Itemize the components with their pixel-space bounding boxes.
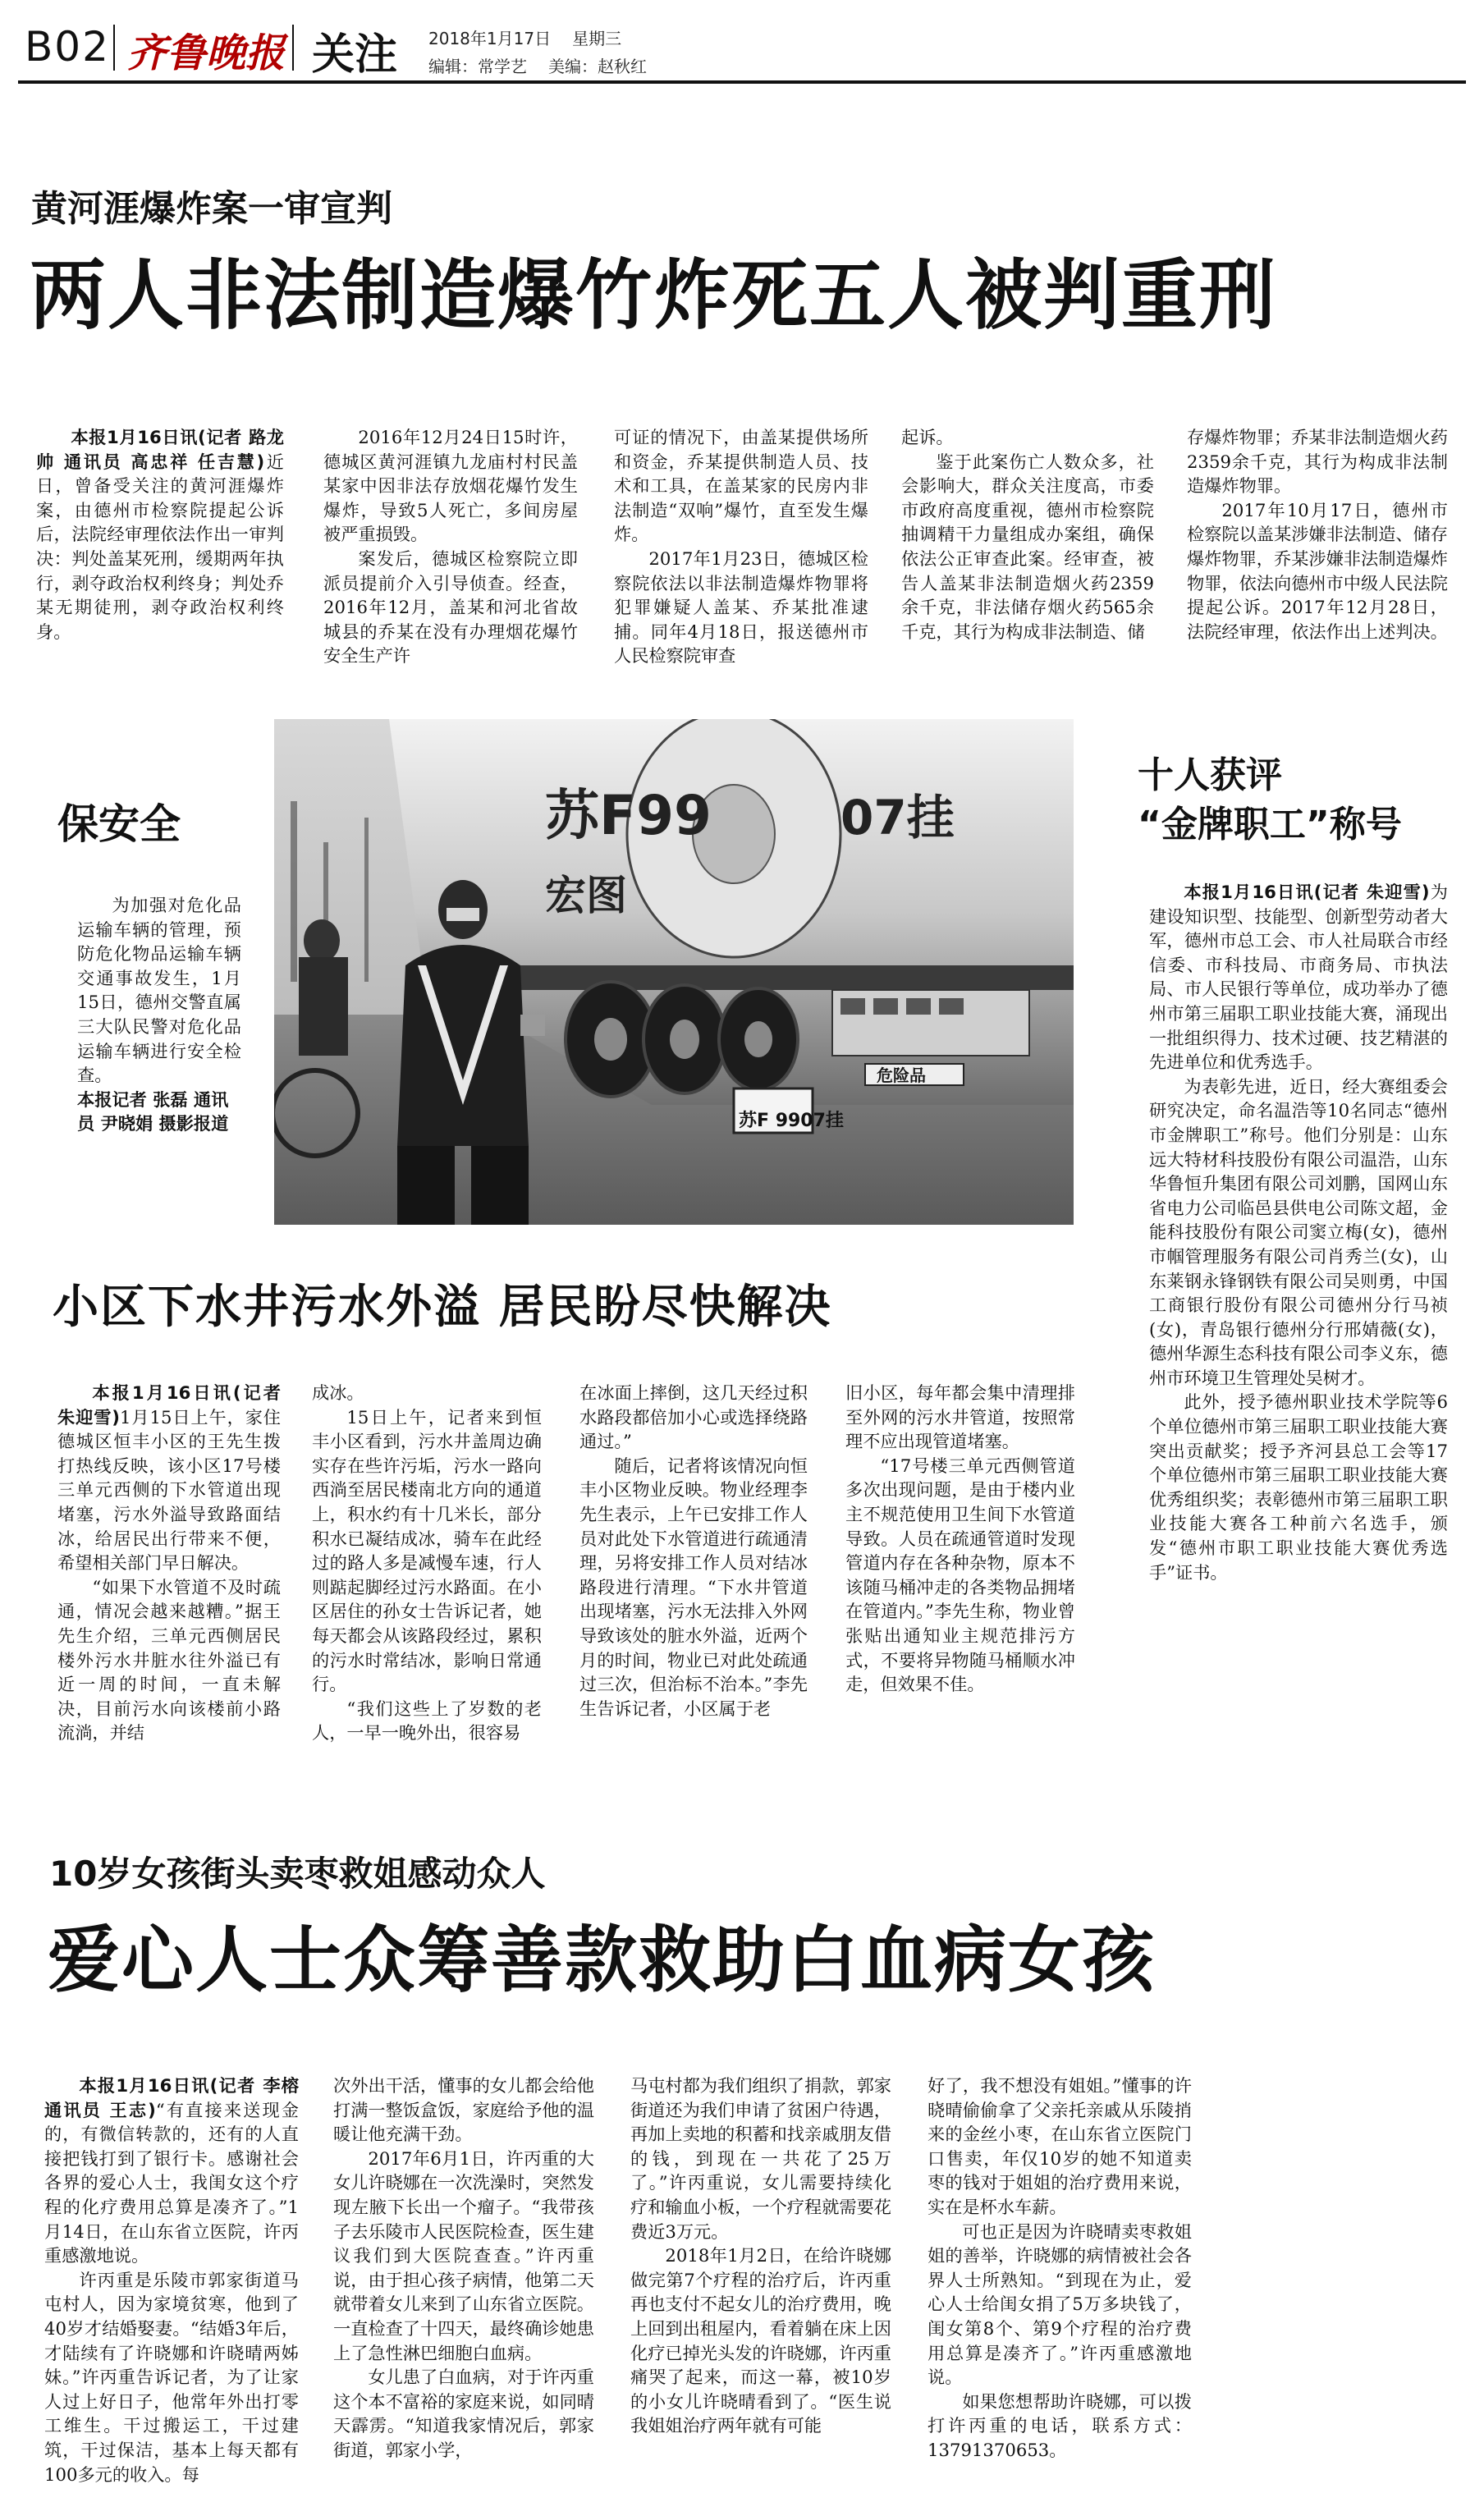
story3-paragraph: 可也正是因为许晓晴卖枣救姐姐的善举，许晓娜的病情被社会各界人士所熟知。“到现在为止，爱心人士给闺女捐了5万多块钱了，闺女第8个、第9个疗程的治疗费用总算是凑齐了。”许丙重感激地说。 bbox=[928, 2220, 1192, 2388]
story2-column-1 bbox=[57, 1381, 281, 1745]
header-meta bbox=[428, 25, 668, 80]
story1-paragraph: 2017年1月23日，德城区检察院依法以非法制造爆炸物罪将犯罪嫌疑人盖某、乔某批准逮捕。同年4月18日，报送德州市人民检察院审查 bbox=[614, 548, 868, 667]
story3-paragraph: 如果您想帮助许晓娜，可以拨打许丙重的电话，联系方式：13791370653。 bbox=[928, 2390, 1192, 2460]
story2-paragraph: 随后，记者将该情况向恒丰小区物业反映。物业经理李先生表示，上午已安排工作人员对此处下水管道进行疏通清理，另将安排工作人员对结冰路段进行清理。“下水井管道出现堵塞，污水无法排入外网导致该处的脏水外溢，近两个月的时间，物业已对此处疏通过三次，但治标不治本。”李先生告诉记者，小区属于老 bbox=[579, 1455, 808, 1719]
news-photo bbox=[274, 719, 1074, 1225]
designer-credit: 美编：赵秋红 bbox=[548, 57, 647, 76]
story3-paragraph: 许丙重是乐陵市郭家街道马屯村人，因为家境贫寒，他到了40岁才结婚娶妻。“结婚3年后，才陆续有了许晓娜和许晓晴两姊妹。”许丙重告诉记者，为了让家人过上好日子，他常年外出打零工维生。干过搬运工，干过建筑，干过保洁，基本上每天都有100多元的收入。每 bbox=[44, 2269, 299, 2485]
story3-paragraph: 2018年1月2日，在给许晓娜做完第7个疗程的治疗后，许丙重再也支付不起女儿的治疗费用，晚上回到出租屋内，看着躺在床上因化疗已掉光头发的许晓娜，许丙重痛哭了起来，而这一幕，被10岁的小女儿许晓晴看到了。“医生说我姐姐治疗两年就有可能 bbox=[630, 2245, 891, 2436]
story2-paragraph: 旧小区，每年都会集中清理排至外网的污水井管道，按照常理不应出现管道堵塞。 bbox=[845, 1382, 1075, 1452]
story2-column-3 bbox=[579, 1381, 808, 1721]
page-number: B02 bbox=[25, 23, 110, 71]
tank-brand: 宏图 bbox=[545, 871, 627, 919]
editor-credit: 编辑：常学艺 bbox=[428, 57, 527, 76]
newspaper-logo: 齐鲁晚报 bbox=[127, 30, 286, 76]
story3-paragraph: 女儿患了白血病，对于许丙重这个本不富裕的家庭来说，如同晴天霹雳。“知道我家情况后，郭家街道，郭家小学， bbox=[333, 2367, 594, 2460]
story3-kicker: 10岁女孩街头卖枣救姐感动众人 bbox=[49, 1854, 546, 1894]
story1-paragraph: 2017年10月17日，德州市检察院以盖某涉嫌非法制造、储存爆炸物罪，乔某涉嫌非法制造爆炸物罪，依法向德州市中级人民法院提起公诉。2017年12月28日，法院经审理，依法作出上述判决。 bbox=[1187, 499, 1448, 642]
photo-kicker: 保安全 bbox=[57, 800, 181, 848]
story1-paragraph: 案发后，德城区检察院立即派员提前介入引导侦查。经查，2016年12月，盖某和河北省故城县的乔某在没有办理烟花爆竹安全生产许 bbox=[323, 548, 578, 667]
rear-plate-text: 苏F 9907挂 bbox=[739, 1111, 844, 1131]
story2-column-4 bbox=[845, 1381, 1075, 1697]
story1-column-2 bbox=[323, 425, 578, 668]
tanker-truck-photo bbox=[274, 719, 1074, 1225]
story2-paragraph: 15日上午，记者来到恒丰小区看到，污水井盖周边确实存在些许污垢，污水一路向西淌至居民楼南北方向的通道上，积水约有十几米长，部分积水已凝结成冰，骑车在此经过的路人多是减慢车速，行人则踮起脚经过污水路面。在小区居住的孙女士告诉记者，她每天都会从该路段经过，累积的污水时常结冰，影响日常通行。 bbox=[312, 1406, 542, 1695]
story1-column-3 bbox=[614, 425, 868, 668]
story3-paragraph: 好了，我不想没有姐姐。”懂事的许晓晴偷偷拿了父亲托亲戚从乐陵捎来的金丝小枣，在山东省立医院门口售卖，年仅10岁的她不知道卖枣的钱对于姐姐的治疗费用来说，实在是杯水车薪。 bbox=[928, 2075, 1192, 2217]
story1-column-1 bbox=[36, 425, 284, 644]
issue-date: 2018年1月17日 bbox=[428, 29, 552, 48]
story3-column-3 bbox=[630, 2074, 891, 2438]
story1-paragraph: 起诉。 bbox=[901, 427, 954, 447]
story3-paragraph: 2017年6月1日，许丙重的大女儿许晓娜在一次洗澡时，突然发现左腋下长出一个瘤子。“我带孩子去乐陵市人民医院检查，医生建议我们到大医院查查。”许丙重说，由于担心孩子病情，他第二天就带着女儿来到了山东省立医院。一直检查了十四天，最终确诊她患上了急性淋巴细胞白血病。 bbox=[333, 2147, 594, 2363]
sidebar-paragraph: 此外，授予德州职业技术学院等6个单位德州市第三届职工职业技能大赛突出贡献奖；授予齐河县总工会等17个单位德州市第三届职工职业技能大赛优秀组织奖；表彰德州市第三届职工职业技能大赛各工种前六名选手，颁发“德州市职工职业技能大赛优秀选手”证书。 bbox=[1149, 1391, 1448, 1583]
story1-text: 近日，曾备受关注的黄河涯爆炸案，由德州市检察院提起公诉后，法院经审理依法作出一审判决：判处盖某死刑，缓期两年执行，剥夺政治权利终身；判处乔某无期徒刑，剥夺政治权利终身。 bbox=[36, 451, 284, 642]
story3-headline: 爱心人士众筹善款救助白血病女孩 bbox=[48, 1918, 1157, 2002]
story3-text: “有直接来送现金的，有微信转款的，还有的人直接把钱打到了银行卡。感谢社会各界的爱心人士，我闺女这个疗程的化疗费用总算是凑齐了。”1月14日，在山东省立医院，许丙重感激地说。 bbox=[44, 2099, 299, 2266]
photo-credit: 本报记者 张磊 通讯员 尹晓娟 摄影报道 bbox=[77, 1088, 229, 1134]
sidebar-body bbox=[1149, 880, 1448, 1584]
story2-paragraph: “如果下水管道不及时疏通，情况会越来越糟。”据王先生介绍，三单元西侧居民楼外污水井脏水往外溢已有近一周的时间，一直未解决，目前污水向该楼前小路流淌，并结 bbox=[57, 1576, 281, 1744]
story2-headline: 小区下水井污水外溢 居民盼尽快解决 bbox=[53, 1281, 832, 1334]
story1-column-4 bbox=[901, 425, 1154, 644]
story3-byline: 本报1月16日讯(记者 李榕 通讯员 王志) bbox=[44, 2075, 299, 2120]
sidebar-text: 为建设知识型、技能型、创新型劳动者大军，德州市总工会、市人社局联合市经信委、市科技局、市商务局、市执法局、市人民银行等单位，成功举办了德州市第三届职工职业技能大赛，涌现出一批组织得力、技术过硬、技艺精湛的先进单位和优秀选手。 bbox=[1149, 882, 1448, 1073]
sidebar-paragraph: 为表彰先进，近日，经大赛组委会研究决定，命名温浩等10名同志“德州市金牌职工”称号。他们分别是：山东远大特材科技股份有限公司温浩，山东华鲁恒升集团有限公司刘鹏，国网山东省电力公司临邑县供电公司陈文超，金能科技股份有限公司窦立梅(女)，德州市帼管理服务有限公司肖秀兰(女)，山东莱钢永锋钢铁有限公司吴则勇，中国工商银行股份有限公司德州分行马祯(女)，青岛银行德州分行邢婧薇(女)，德州华源生态科技有限公司李义东，德州市环境卫生管理处吴树才。 bbox=[1149, 1075, 1448, 1388]
story1-byline: 本报1月16日讯(记者 路龙帅 通讯员 高忠祥 任吉慧) bbox=[36, 427, 284, 472]
tank-plate-text: 苏F99 bbox=[545, 784, 712, 847]
section-title: 关注 bbox=[312, 30, 398, 80]
tank-plate-text: 07挂 bbox=[840, 790, 955, 846]
story2-paragraph: “我们这些上了岁数的老人，一早一晚外出，很容易 bbox=[312, 1698, 542, 1744]
story1-paragraph: 存爆炸物罪；乔某非法制造烟火药2359余千克，其行为构成非法制造爆炸物罪。 bbox=[1187, 427, 1448, 497]
story3-paragraph: 马屯村都为我们组织了捐款，郭家街道还为我们申请了贫困户待遇，再加上卖地的积蓄和找亲戚朋友借的钱，到现在一共花了25万了。”许丙重说，女儿需要持续化疗和输血小板，一个疗程就需要花费近3万元。 bbox=[630, 2075, 891, 2242]
story1-headline: 两人非法制造爆竹炸死五人被判重刑 bbox=[30, 251, 1277, 340]
story3-paragraph: 次外出干活，懂事的女儿都会给他打满一整饭盒饭，家庭给予他的温暖让他充满干劲。 bbox=[333, 2075, 594, 2145]
header-divider bbox=[292, 25, 294, 71]
photo-caption-text: 为加强对危化品运输车辆的管理，预防危化物品运输车辆交通事故发生，1月15日，德州交警直属三大队民警对危化品运输车辆进行安全检查。 bbox=[77, 895, 241, 1086]
story2-text: 1月15日上午，家住德城区恒丰小区的王先生拨打热线反映，该小区17号楼三单元西侧的下水管道出现堵塞，污水外溢导致路面结冰，给居民出行带来不便，希望相关部门早日解决。 bbox=[57, 1406, 281, 1574]
story2-paragraph: “17号楼三单元西侧管道多次出现问题，是由于楼内业主不规范使用卫生间下水管道导致。人员在疏通管道时发现管道内存在各种杂物，原本不该随马桶冲走的各类物品拥堵在管道内。”李先生称，物业曾张贴出通知业主规范排污方式，不要将异物随马桶顺水冲走，但效果不佳。 bbox=[845, 1455, 1075, 1695]
sidebar-byline: 本报1月16日讯(记者 朱迎雪) bbox=[1184, 882, 1430, 902]
story3-column-4 bbox=[928, 2074, 1192, 2463]
story2-paragraph: 成冰。 bbox=[312, 1382, 364, 1403]
story1-kicker: 黄河涯爆炸案一审宣判 bbox=[31, 188, 392, 230]
issue-weekday: 星期三 bbox=[572, 29, 622, 48]
warning-sign-text: 危险品 bbox=[877, 1066, 926, 1085]
sidebar-headline-2: “金牌职工”称号 bbox=[1138, 804, 1402, 846]
header-rule bbox=[18, 80, 1466, 84]
photo-caption bbox=[77, 893, 241, 1136]
sidebar-headline-1: 十人获评 bbox=[1138, 754, 1282, 796]
story1-column-5 bbox=[1187, 425, 1448, 644]
header-divider bbox=[113, 25, 115, 71]
story3-column-1 bbox=[44, 2074, 299, 2486]
story1-paragraph: 鉴于此案伤亡人数众多，社会影响大，群众关注度高，市委市政府高度重视，德州市检察院抽调精干力量组成办案组，确保依法公正审查此案。经审查，被告人盖某非法制造烟火药2359余千克，非法储存烟火药565余千克，其行为构成非法制造、储 bbox=[901, 451, 1154, 642]
story2-byline: 本报1月16日讯(记者 朱迎雪) bbox=[57, 1382, 281, 1428]
story2-paragraph: 在冰面上摔倒，这几天经过积水路段都倍加小心或选择绕路通过。” bbox=[579, 1382, 808, 1452]
story3-column-2 bbox=[333, 2074, 594, 2463]
story2-column-2 bbox=[312, 1381, 542, 1745]
story1-paragraph: 可证的情况下，由盖某提供场所和资金，乔某提供制造人员、技术和工具，在盖某家的民房内非法制造“双响”爆竹，直至发生爆炸。 bbox=[614, 427, 868, 545]
story1-paragraph: 2016年12月24日15时许，德城区黄河涯镇九龙庙村村民盖某家中因非法存放烟花爆竹发生爆炸，导致5人死亡，多间房屋被严重损毁。 bbox=[323, 427, 578, 545]
